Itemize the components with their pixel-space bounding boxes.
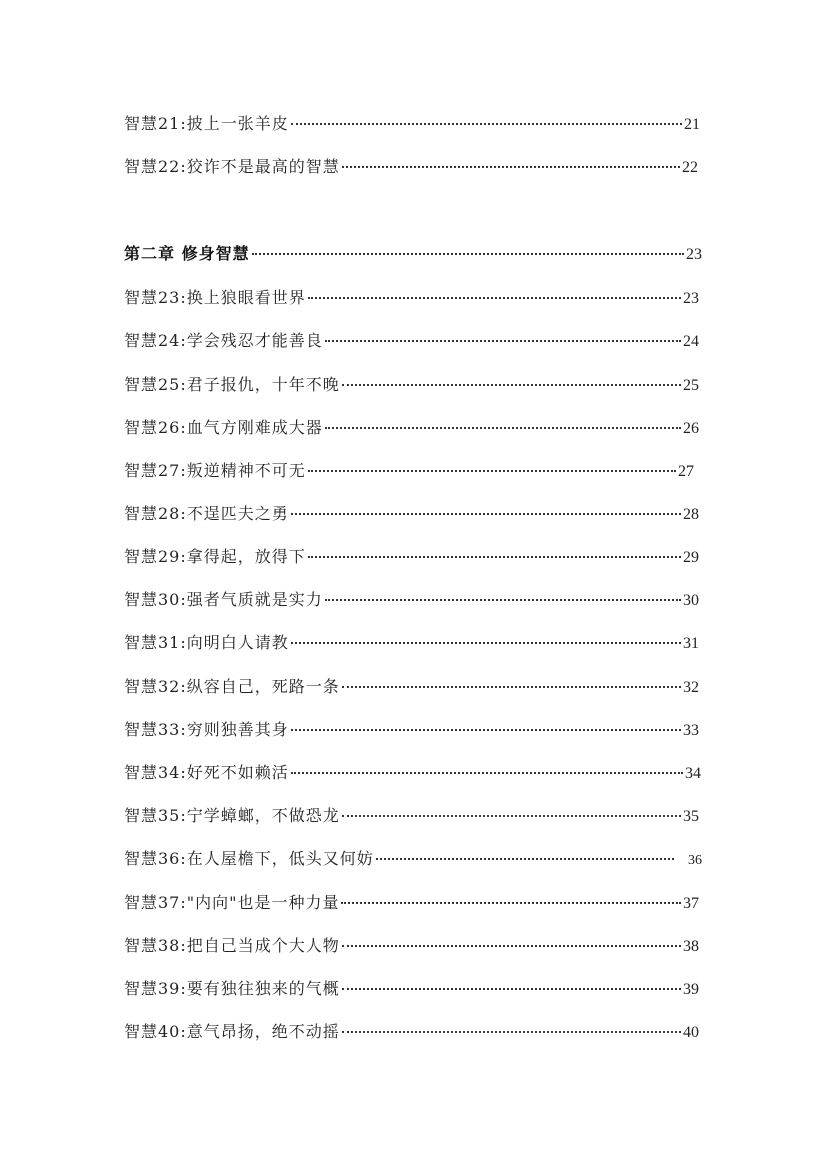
toc-entry-title: 智慧32:纵容自己，死路一条: [124, 677, 340, 696]
toc-entry[interactable]: [124, 114, 700, 135]
toc-entry-page: 24: [683, 333, 699, 350]
dot-leader: [291, 772, 683, 774]
toc-entry[interactable]: [124, 418, 699, 439]
toc-entry[interactable]: [124, 504, 699, 525]
dot-leader: [291, 513, 681, 515]
dot-leader: [308, 470, 676, 472]
toc-entry-title: 智慧33:穷则独善其身: [124, 720, 289, 739]
dot-leader: [252, 253, 684, 255]
toc-entry-page: 21: [684, 116, 700, 133]
toc-entry-page: 29: [683, 549, 699, 566]
toc-entry-title: 智慧22:狡诈不是最高的智慧: [124, 157, 340, 176]
dot-leader: [342, 815, 681, 817]
toc-entry-title: 智慧29:拿得起，放得下: [124, 547, 306, 566]
toc-entry-page: 22: [682, 159, 698, 176]
dot-leader: [342, 384, 681, 386]
dot-leader: [291, 642, 681, 644]
dot-leader: [342, 166, 680, 168]
toc-entry-page: 38: [683, 938, 699, 955]
toc-entry-title: 智慧34:好死不如赖活: [124, 763, 289, 782]
toc-entry[interactable]: [124, 677, 699, 698]
toc-entry-page: 28: [683, 506, 699, 523]
toc-entry-title: 智慧38:把自己当成个大人物: [124, 936, 340, 955]
toc-entry-page: 30: [683, 592, 699, 609]
dot-leader: [325, 427, 681, 429]
toc-entry-page: 34: [685, 765, 701, 782]
toc-entry-title: 智慧26:血气方刚难成大器: [124, 418, 323, 437]
dot-leader: [291, 123, 682, 125]
toc-entry-page: 25: [683, 377, 699, 394]
toc-entry-title: 智慧25:君子报仇，十年不晚: [124, 375, 340, 394]
toc-entry[interactable]: [124, 331, 699, 352]
toc-entry-title: 智慧36:在人屋檐下，低头又何妨: [124, 849, 374, 868]
dot-leader: [342, 686, 681, 688]
toc-entry-page: 27: [678, 463, 694, 480]
dot-leader: [308, 556, 681, 558]
toc-entry-page: 37: [683, 895, 699, 912]
toc-entry-title: 智慧24:学会残忍才能善良: [124, 331, 323, 350]
toc-entry-page: 32: [683, 679, 699, 696]
toc-entry[interactable]: [124, 288, 699, 309]
dot-leader: [308, 297, 681, 299]
toc-entry-page: 39: [683, 981, 699, 998]
toc-entry[interactable]: [124, 849, 702, 871]
chapter-title: 第二章 修身智慧: [124, 244, 250, 263]
toc-entry-page: 36: [688, 853, 702, 868]
toc-entry[interactable]: [124, 893, 699, 914]
toc-entry[interactable]: [124, 375, 699, 396]
dot-leader: [341, 902, 681, 904]
dot-leader: [342, 988, 681, 990]
toc-entry[interactable]: [124, 763, 701, 784]
toc-entry-page: 40: [683, 1024, 699, 1041]
toc-entry[interactable]: [124, 936, 699, 957]
toc-entry-page: 26: [683, 420, 699, 437]
toc-entry-title: 智慧31:向明白人请教: [124, 633, 289, 652]
toc-entry[interactable]: [124, 590, 699, 611]
toc-entry-title: 智慧35:宁学蟑螂，不做恐龙: [124, 806, 340, 825]
dot-leader: [325, 340, 681, 342]
dot-leader: [291, 729, 681, 731]
toc-entry[interactable]: [124, 461, 694, 482]
chapter-heading[interactable]: [124, 244, 702, 265]
toc-entry-title: 智慧21:披上一张羊皮: [124, 114, 289, 133]
dot-leader: [342, 945, 681, 947]
toc-entry-title: 智慧23:换上狼眼看世界: [124, 288, 306, 307]
toc-entry-page: 31: [683, 635, 699, 652]
toc-entry[interactable]: [124, 1022, 699, 1043]
toc-entry-page: 33: [683, 722, 699, 739]
toc-entry-title: 智慧40:意气昂扬，绝不动摇: [124, 1022, 340, 1041]
toc-entry-title: 智慧30:强者气质就是实力: [124, 590, 323, 609]
toc-entry[interactable]: [124, 720, 699, 741]
toc-entry[interactable]: [124, 806, 699, 827]
toc-entry-title: 智慧28:不逞匹夫之勇: [124, 504, 289, 523]
toc-entry-title: 智慧39:要有独往独来的气概: [124, 979, 340, 998]
dot-leader: [342, 1031, 681, 1033]
toc-entry[interactable]: [124, 633, 699, 654]
dot-leader: [325, 599, 681, 601]
toc-entry-title: 智慧37:"内向"也是一种力量: [124, 893, 340, 912]
toc-entry-page: 35: [683, 808, 699, 825]
toc-entry[interactable]: [124, 157, 698, 178]
toc-entry[interactable]: [124, 547, 699, 568]
toc-entry-page: 23: [686, 246, 702, 263]
toc-entry-page: 23: [683, 290, 699, 307]
dot-leader: [376, 858, 674, 860]
toc-entry-title: 智慧27:叛逆精神不可无: [124, 461, 306, 480]
toc-entry[interactable]: [124, 979, 699, 1000]
